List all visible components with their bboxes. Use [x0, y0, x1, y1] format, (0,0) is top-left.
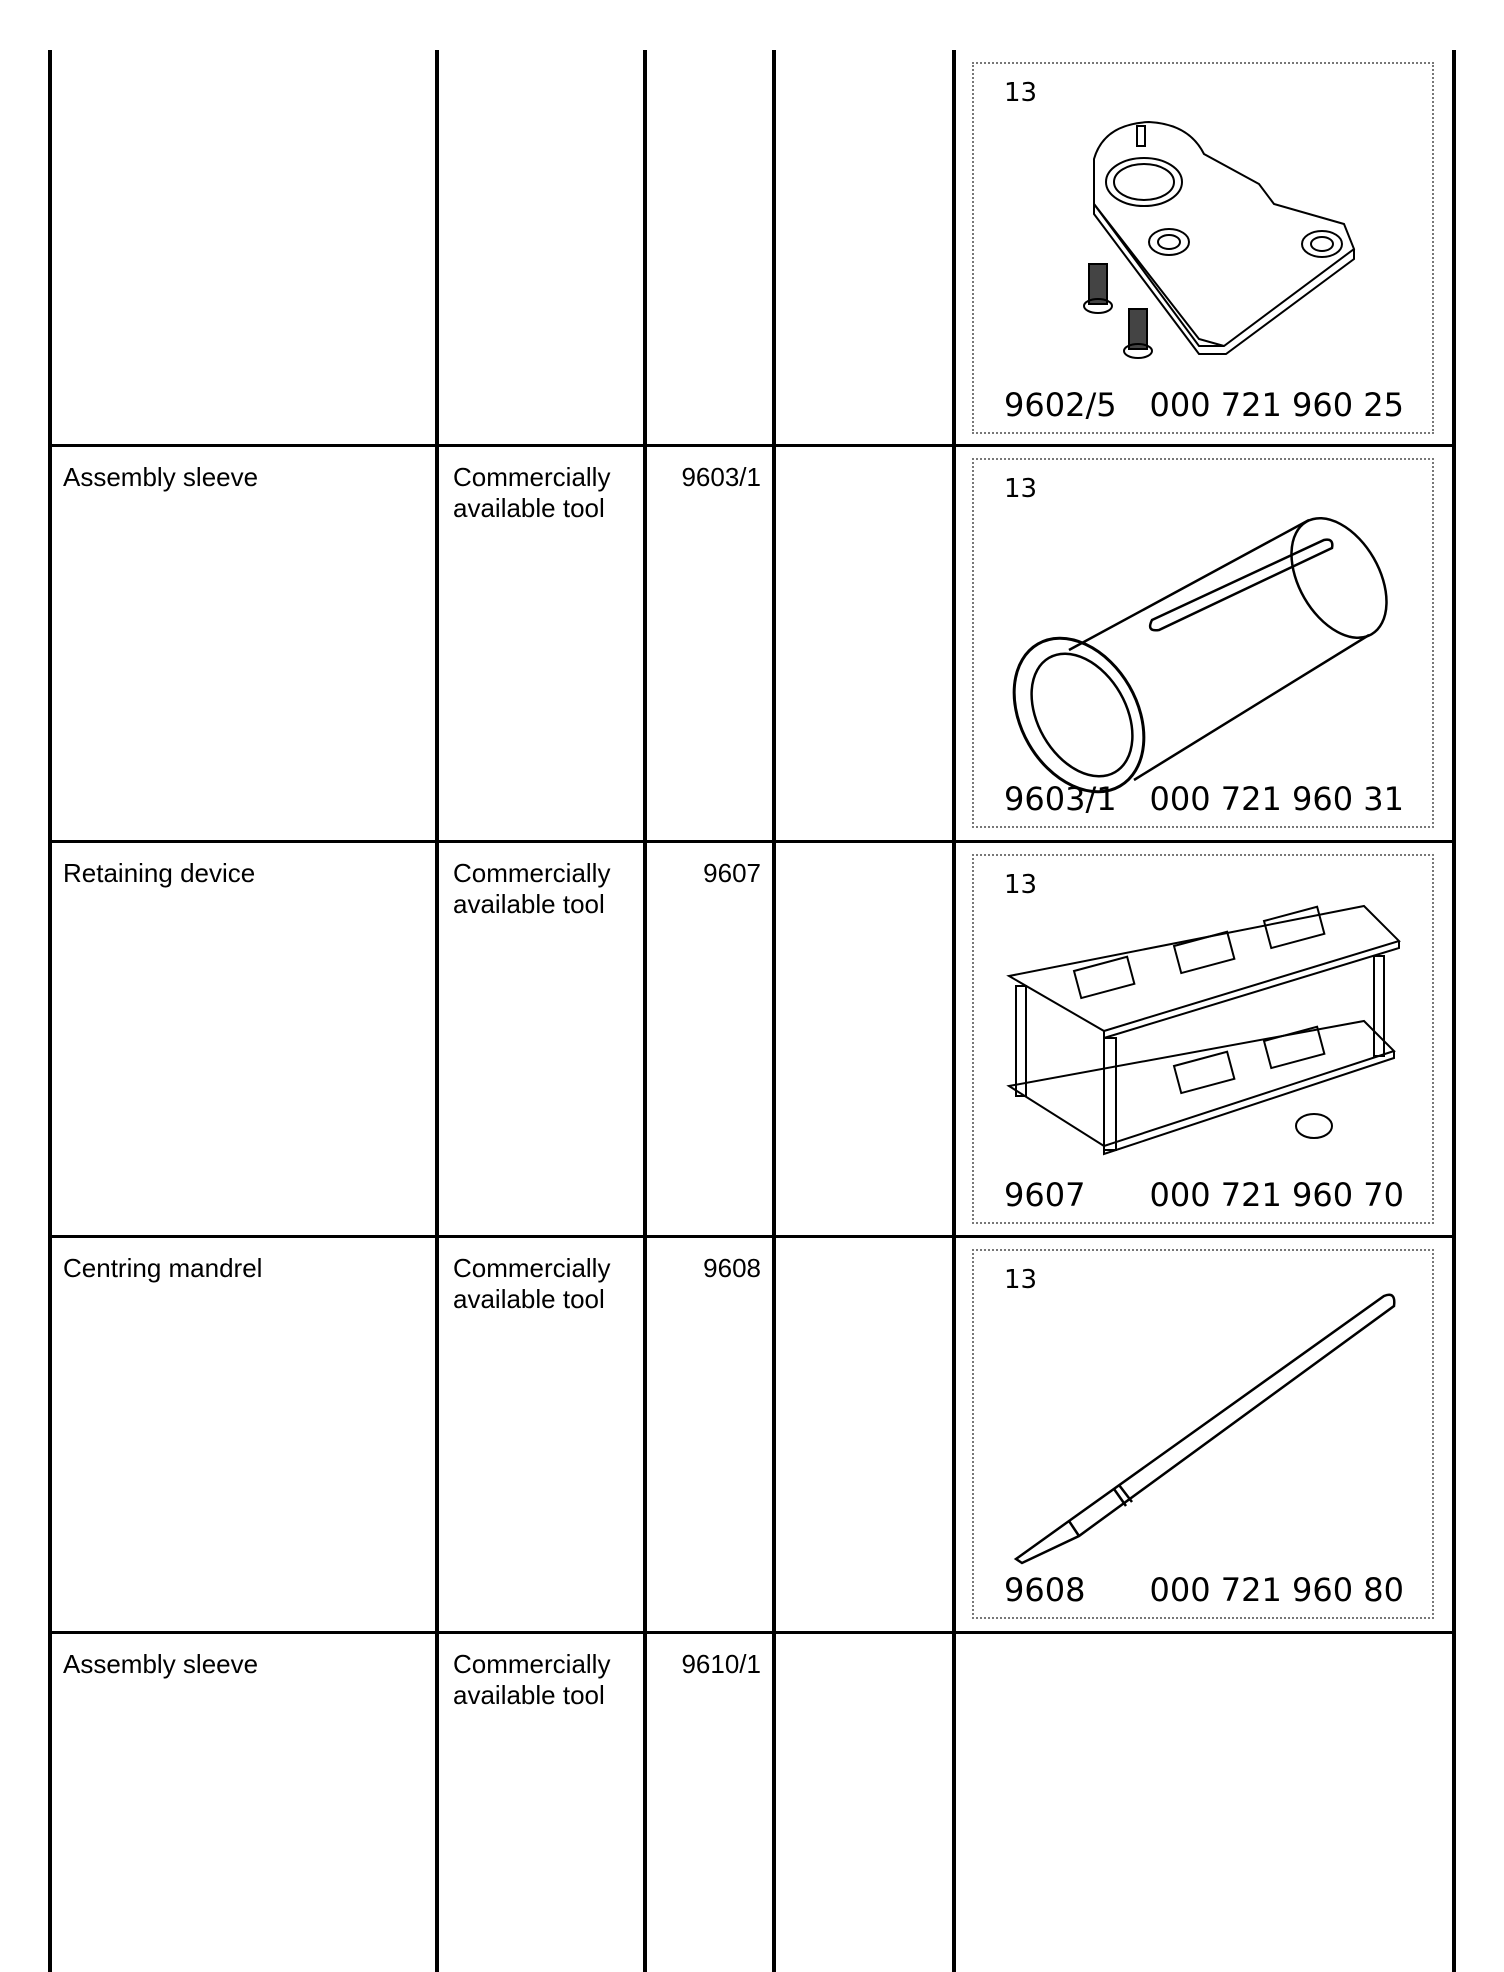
group-number: 13	[1004, 870, 1038, 900]
part-number-label: 000 721 960 31	[1149, 780, 1404, 818]
tool-drawing-panel	[972, 62, 1434, 434]
designation-cell: Centring mandrel	[63, 1253, 263, 1283]
type-cell: Commercially available tool	[453, 858, 611, 919]
column-divider-3	[772, 50, 776, 1972]
designation-cell: Assembly sleeve	[63, 1649, 259, 1679]
table-border-left	[48, 50, 52, 1972]
tool-number-label: 9608	[1004, 1571, 1086, 1609]
retaining-frame-icon	[974, 856, 1436, 1226]
row-separator-2	[50, 840, 1452, 843]
tool-number-label: 9607	[1004, 1176, 1086, 1214]
tool-number-cell: 9610/1	[681, 1649, 761, 1679]
type-cell: Commercially available tool	[453, 1649, 611, 1710]
bracket-plate-icon	[974, 64, 1436, 436]
mandrel-rod-icon	[974, 1251, 1436, 1621]
type-cell: Commercially available tool	[453, 462, 611, 523]
group-number: 13	[1004, 78, 1038, 108]
tool-drawing-panel	[972, 458, 1434, 828]
tool-number-cell: 9607	[703, 858, 761, 888]
designation-cell: Assembly sleeve	[63, 462, 259, 492]
tool-number-cell: 9608	[703, 1253, 761, 1283]
column-divider-2	[643, 50, 647, 1972]
table-border-right	[1452, 50, 1456, 1972]
group-number: 13	[1004, 474, 1038, 504]
tool-number-label: 9602/5	[1004, 386, 1117, 424]
row-separator-4	[50, 1631, 1452, 1634]
column-divider-4	[952, 50, 956, 1972]
row-separator-1	[50, 444, 1452, 447]
part-number-label: 000 721 960 80	[1149, 1571, 1404, 1609]
row-separator-3	[50, 1235, 1452, 1238]
tool-drawing-panel	[972, 854, 1434, 1224]
type-cell: Commercially available tool	[453, 1253, 611, 1314]
sleeve-cylinder-icon	[974, 460, 1436, 830]
part-number-label: 000 721 960 70	[1149, 1176, 1404, 1214]
tool-drawing-panel	[972, 1249, 1434, 1619]
tool-number-label: 9603/1	[1004, 780, 1117, 818]
designation-cell: Retaining device	[63, 858, 256, 888]
tool-number-cell: 9603/1	[681, 462, 761, 492]
column-divider-1	[435, 50, 439, 1972]
group-number: 13	[1004, 1265, 1038, 1295]
part-number-label: 000 721 960 25	[1149, 386, 1404, 424]
